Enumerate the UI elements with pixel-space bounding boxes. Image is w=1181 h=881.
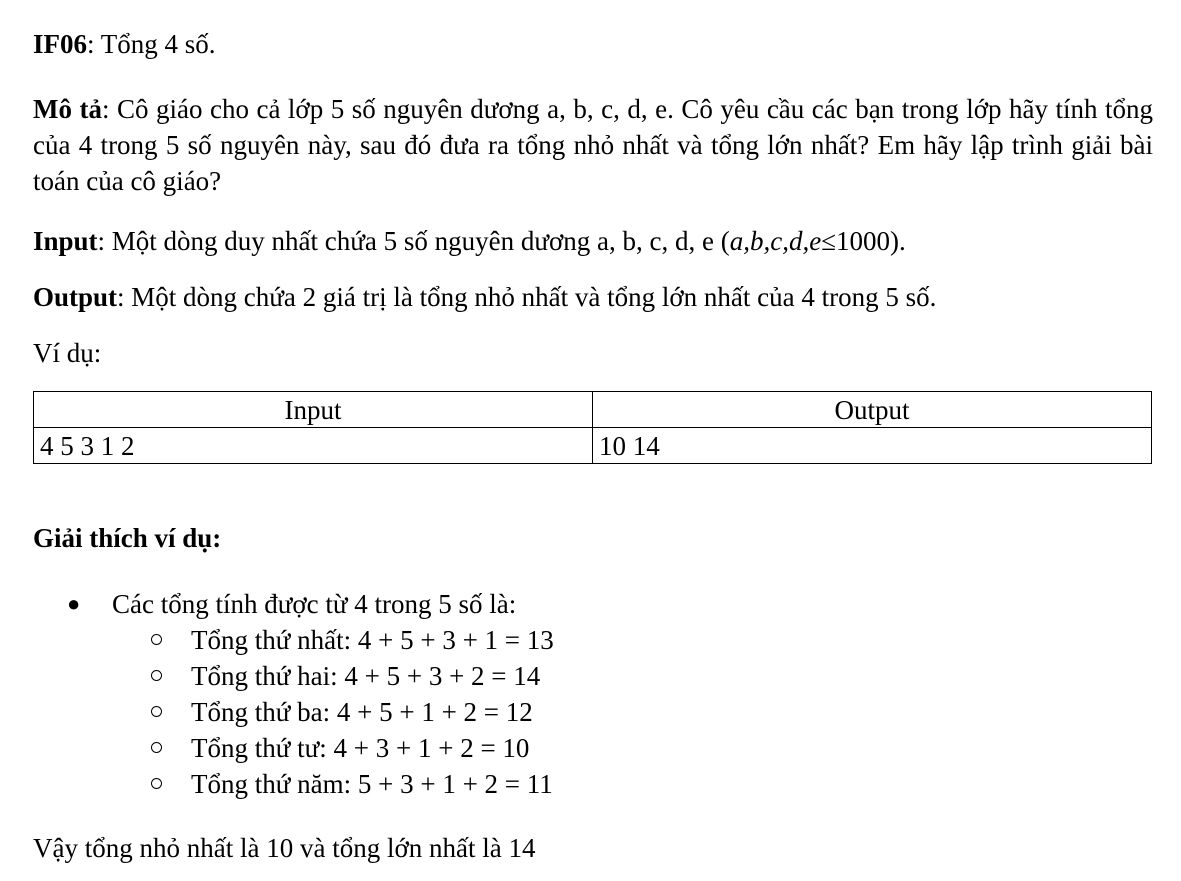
example-input-cell: 4 5 3 1 2 <box>34 428 593 464</box>
explanation-bullet-text: Các tổng tính được từ 4 trong 5 số là: <box>112 589 517 619</box>
problem-code: IF06 <box>33 29 87 59</box>
explanation-heading: Giải thích ví dụ: <box>33 523 222 553</box>
output-label: Output <box>33 282 118 312</box>
description-label: Mô tả <box>33 94 102 124</box>
list-item: Tổng thứ nhất: 4 + 5 + 3 + 1 = 13 <box>112 622 554 658</box>
conclusion-text: Vậy tổng nhỏ nhất là 10 và tổng lớn nhất là 14 <box>33 833 536 863</box>
circle-bullet-icon <box>151 670 162 681</box>
input-constraint: ≤1000). <box>821 226 906 256</box>
example-label: Ví dụ: <box>33 338 102 368</box>
bullet-icon: ● <box>67 591 81 616</box>
circle-bullet-icon <box>151 634 162 645</box>
problem-title-text: : Tổng 4 số. <box>87 29 216 59</box>
input-spec <box>33 223 906 259</box>
list-item: Tổng thứ ba: 4 + 5 + 1 + 2 = 12 <box>112 694 554 730</box>
circle-bullet-icon <box>151 742 162 753</box>
input-text: : Một dòng duy nhất chứa 5 số nguyên dương a, b, c, d, e ( <box>97 226 730 256</box>
sum-list <box>112 622 554 802</box>
list-item <box>33 586 554 802</box>
input-label: Input <box>33 226 98 256</box>
description-paragraph <box>33 91 1153 199</box>
explanation-list <box>33 586 554 802</box>
circle-bullet-icon <box>151 706 162 717</box>
output-text: : Một dòng chứa 2 giá trị là tổng nhỏ nhất và tổng lớn nhất của 4 trong 5 số. <box>117 282 937 312</box>
output-spec <box>33 279 936 315</box>
list-item: Tổng thứ năm: 5 + 3 + 1 + 2 = 11 <box>112 766 554 802</box>
example-header-input: Input <box>34 392 593 428</box>
problem-title <box>33 26 216 62</box>
example-table <box>33 391 1152 464</box>
example-output-cell: 10 14 <box>593 428 1152 464</box>
example-table-header-row <box>34 392 1152 428</box>
example-header-output: Output <box>593 392 1152 428</box>
table-row <box>34 428 1152 464</box>
description-text: : Cô giáo cho cả lớp 5 số nguyên dương a, b, c, d, e. Cô yêu cầu các bạn trong lớp hãy tính tổng của 4 trong 5 số nguyên này, sau đó đưa ra tổng nhỏ nhất và tổng lớn nhất? Em hãy lập trình giải bài toán của cô giáo? <box>33 94 1153 196</box>
circle-bullet-icon <box>151 778 162 789</box>
list-item: Tổng thứ tư: 4 + 3 + 1 + 2 = 10 <box>112 730 554 766</box>
input-math-vars: a,b,c,d,e <box>729 226 822 256</box>
list-item: Tổng thứ hai: 4 + 5 + 3 + 2 = 14 <box>112 658 554 694</box>
